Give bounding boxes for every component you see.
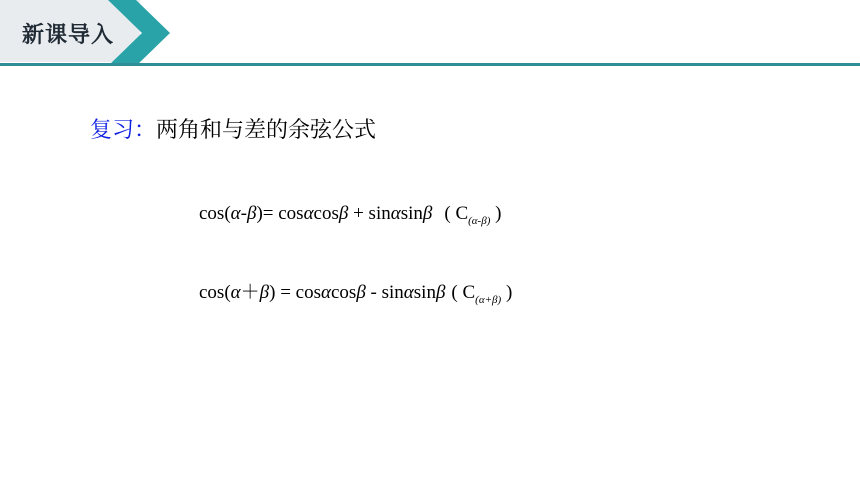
formula-symbol: β (246, 203, 257, 224)
formula-symbol: α (390, 203, 401, 224)
formula-symbol: α (303, 203, 314, 224)
formula-text: cos( (199, 282, 231, 303)
formula-text: - sin (365, 282, 404, 303)
formula-symbol: α (321, 282, 331, 303)
formula-symbol: α (403, 282, 414, 303)
formula-name: ( C (444, 203, 469, 224)
formula-name: ( C (451, 282, 476, 303)
formula-text: sin (413, 282, 436, 303)
slide-header (0, 0, 860, 66)
formula-text: cos (313, 203, 339, 224)
formula-name: ) (490, 203, 502, 224)
formula-symbol: α (230, 203, 241, 224)
formula-symbol: β (259, 282, 270, 303)
formula-symbol: β (422, 203, 433, 224)
formula-name-subscript: (α+β) (475, 294, 502, 306)
formula-symbol: α (230, 282, 241, 303)
formula-text: ) = cos (269, 282, 321, 303)
formula-text: cos( (199, 203, 231, 224)
formula-text: )= cos (256, 203, 304, 224)
formula-symbol: β (338, 203, 349, 224)
review-topic: 两角和与差的余弦公式 (156, 118, 377, 143)
review-heading (90, 113, 376, 144)
formula-text: + sin (348, 203, 391, 224)
formula-symbol: β (356, 282, 366, 303)
formula-symbol: β (435, 282, 446, 303)
review-label: 复习 (90, 118, 135, 143)
formula-text: ＋ (240, 282, 260, 303)
header-divider (0, 63, 860, 66)
review-colon: ： (134, 118, 157, 143)
formula-cos-sum (199, 277, 512, 306)
formula-name: ) (501, 282, 513, 303)
formula-text: sin (400, 203, 423, 224)
formula-text: cos (330, 282, 357, 303)
header-title: 新课导入 (22, 23, 115, 48)
formula-cos-difference (199, 203, 501, 227)
formula-name-subscript: (α-β) (468, 215, 491, 227)
formula-text: - (240, 203, 247, 224)
chevron-right-icon (108, 0, 176, 66)
